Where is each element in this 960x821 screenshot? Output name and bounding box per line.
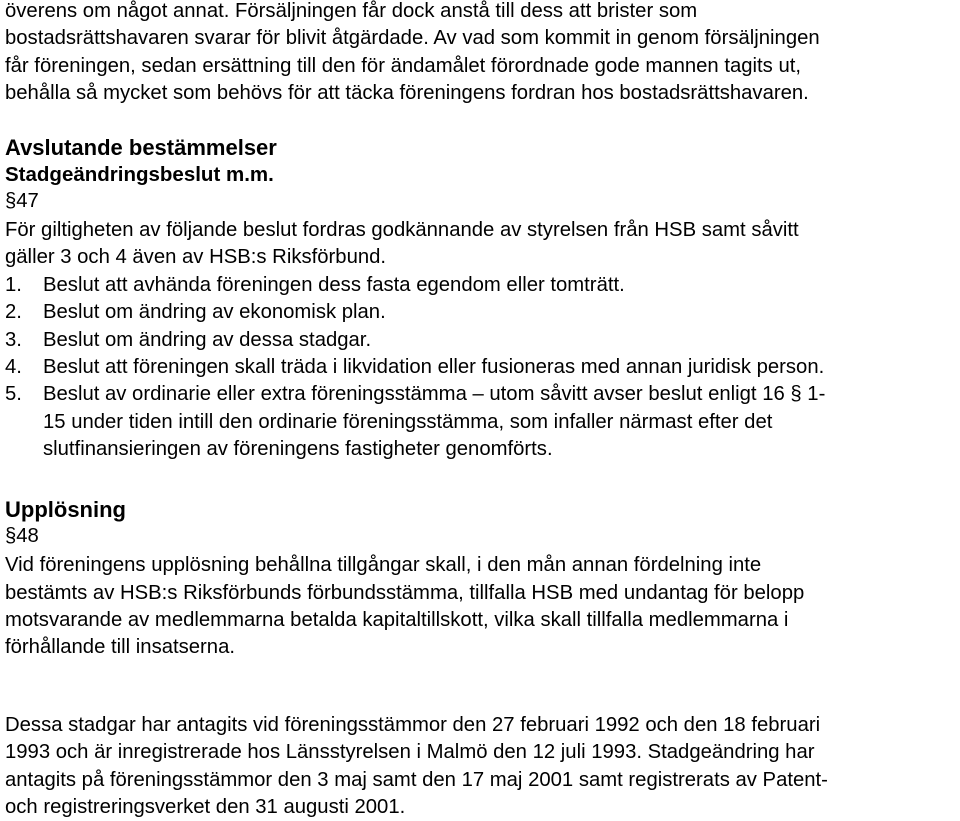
- list-item-text: 15 under tiden intill den ordinarie föreningsstämma, som infaller närmast efter det: [43, 410, 773, 433]
- list-item: [5, 272, 955, 299]
- section2-line: förhållande till insatserna.: [5, 636, 235, 659]
- section2-line: Vid föreningens upplösning behållna tillgångar skall, i den mån annan fördelning inte: [5, 554, 762, 577]
- subheading-stadgeandringsbeslut: Stadgeändringsbeslut m.m.: [5, 162, 274, 186]
- paragraph-number-47: [5, 188, 955, 215]
- list-item: [5, 299, 955, 326]
- list-item-text: Beslut att avhända föreningen dess fasta egendom eller tomträtt.: [43, 273, 625, 296]
- intro-line: bostadsrättshavaren svarar för blivit åtgärdade. Av vad som kommit in genom försäljningen: [5, 27, 820, 50]
- section1-intro-line: gäller 3 och 4 även av HSB:s Riksförbund.: [5, 246, 387, 269]
- decision-list: [5, 272, 955, 464]
- section-heading-avslutande: Avslutande bestämmelser: [5, 134, 277, 160]
- list-item: [5, 381, 955, 463]
- paragraph-number: 47: [16, 189, 39, 212]
- section-symbol: §: [5, 524, 17, 547]
- paragraph-number: 48: [16, 524, 39, 547]
- list-item-text: Beslut om ändring av ekonomisk plan.: [43, 301, 386, 324]
- list-item: [5, 354, 955, 381]
- list-item-number: 5.: [5, 383, 22, 406]
- closing-line: och registreringsverket den 31 augusti 2001.: [5, 795, 406, 818]
- closing-line: Dessa stadgar har antagits vid föreningsstämmor den 27 februari 1992 och den 18 februari: [5, 713, 821, 736]
- section-symbol: §: [5, 189, 17, 212]
- section2-line: motsvarande av medlemmarna betalda kapitaltillskott, vilka skall tillfalla medlemmarna i: [5, 608, 789, 631]
- paragraph-number-48: [5, 523, 955, 550]
- closing-line: 1993 och är inregistrerade hos Länsstyrelsen i Malmö den 12 juli 1993. Stadgeändring har: [5, 741, 815, 764]
- section1-intro-line: För giltigheten av följande beslut fordras godkännande av styrelsen från HSB samt såvitt: [5, 219, 799, 242]
- intro-paragraph: [5, 0, 955, 108]
- list-item-text: Beslut att föreningen skall träda i likvidation eller fusioneras med annan juridisk person.: [43, 356, 825, 379]
- section2-line: bestämts av HSB:s Riksförbunds förbundsstämma, tillfalla HSB med undantag för belopp: [5, 581, 805, 604]
- list-item-text: Beslut om ändring av dessa stadgar.: [43, 328, 372, 351]
- list-item-text: Beslut av ordinarie eller extra föreningsstämma – utom såvitt avser beslut enligt 16 § 1-: [43, 383, 826, 406]
- closing-paragraph: [5, 712, 955, 821]
- list-item-number: 3.: [5, 328, 22, 351]
- intro-line: behålla så mycket som behövs för att täcka föreningens fordran hos bostadsrättshavaren.: [5, 82, 809, 105]
- section2-paragraph: [5, 552, 955, 662]
- intro-line: får föreningen, sedan ersättning till den för ändamålet förordnade gode mannen tagits ut,: [5, 54, 801, 77]
- list-item-number: 1.: [5, 273, 22, 296]
- list-item-text: slutfinansieringen av föreningens fastigheter genomförts.: [43, 438, 553, 461]
- list-item-number: 4.: [5, 356, 22, 379]
- list-item: [5, 327, 955, 354]
- intro-line: överens om något annat. Försäljningen får dock anstå till dess att brister som: [5, 0, 698, 22]
- document-page: [5, 0, 955, 821]
- list-item-number: 2.: [5, 301, 22, 324]
- section1-intro: [5, 217, 955, 272]
- closing-line: antagits på föreningsstämmor den 3 maj samt den 17 maj 2001 samt registrerats av Patent-: [5, 768, 828, 791]
- section-heading-upplosning: Upplösning: [5, 496, 126, 522]
